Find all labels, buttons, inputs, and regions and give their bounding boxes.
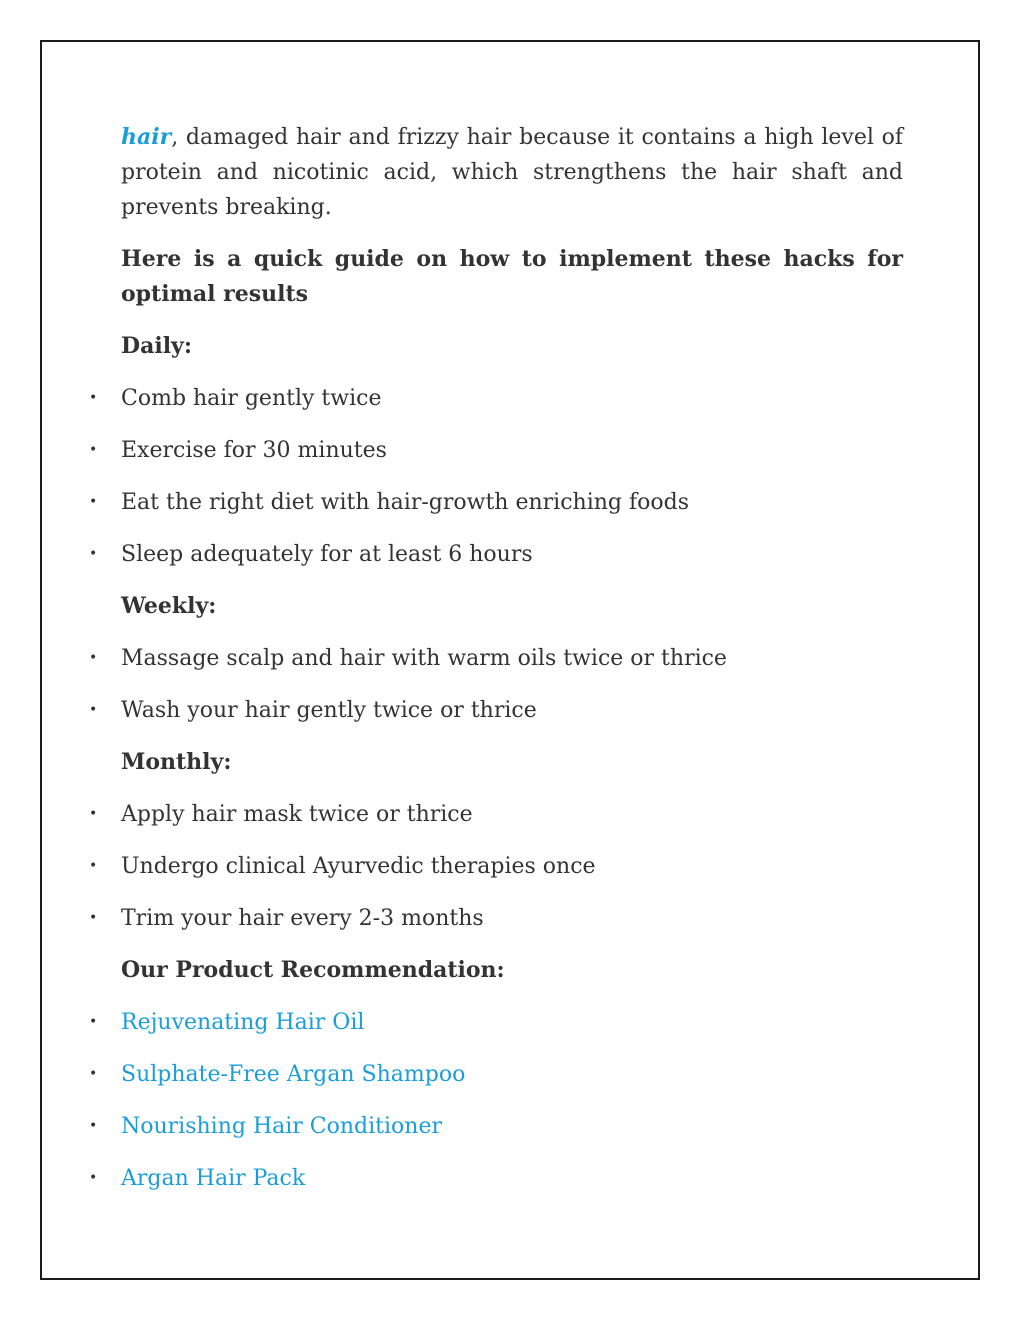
bullet-icon: •: [89, 1014, 98, 1030]
product-item: [80, 1057, 903, 1092]
list-item-text: Sleep adequately for at least 6 hours: [121, 542, 533, 567]
weekly-heading: Weekly:: [121, 593, 217, 619]
daily-heading: Daily:: [121, 333, 192, 359]
product-list: [80, 1005, 903, 1196]
list-item-text: Trim your hair every 2-3 months: [121, 906, 484, 931]
monthly-heading: Monthly:: [121, 749, 232, 775]
bullet-icon: •: [89, 1118, 98, 1134]
list-item-text: Undergo clinical Ayurvedic therapies once: [121, 854, 596, 879]
monthly-list: [80, 797, 903, 936]
list-item: [80, 537, 903, 572]
product-item: [80, 1005, 903, 1040]
list-item: [80, 797, 903, 832]
list-item-text: Exercise for 30 minutes: [121, 438, 387, 463]
product-link-hair-conditioner[interactable]: Nourishing Hair Conditioner: [121, 1114, 442, 1139]
list-item-text: Massage scalp and hair with warm oils twice or thrice: [121, 646, 727, 671]
product-link-argan-shampoo[interactable]: Sulphate-Free Argan Shampoo: [121, 1062, 466, 1087]
list-item-text: Eat the right diet with hair-growth enriching foods: [121, 490, 689, 515]
product-recommendation-heading: Our Product Recommendation:: [121, 957, 505, 983]
product-link-hair-oil[interactable]: Rejuvenating Hair Oil: [121, 1010, 365, 1035]
list-item: [80, 433, 903, 468]
bullet-icon: •: [89, 702, 98, 718]
hair-link[interactable]: hair: [121, 124, 172, 150]
list-item: [80, 693, 903, 728]
list-item-text: Wash your hair gently twice or thrice: [121, 698, 537, 723]
bullet-icon: •: [89, 650, 98, 666]
document-body: [80, 120, 903, 1196]
list-item-text: Comb hair gently twice: [121, 386, 382, 411]
bullet-icon: •: [89, 494, 98, 510]
guide-heading: Here is a quick guide on how to implement these hacks for optimal results: [121, 246, 903, 307]
list-item: [80, 849, 903, 884]
list-item: [80, 641, 903, 676]
bullet-icon: •: [89, 442, 98, 458]
list-item: [80, 485, 903, 520]
list-item-text: Apply hair mask twice or thrice: [121, 802, 473, 827]
bullet-icon: •: [89, 1170, 98, 1186]
bullet-icon: •: [89, 858, 98, 874]
intro-paragraph: [80, 120, 903, 225]
bullet-icon: •: [89, 910, 98, 926]
intro-text: , damaged hair and frizzy hair because it contains a high level of protein and nicotinic acid, which strengthens the hair shaft and prevents breaking.: [121, 125, 903, 220]
product-item: [80, 1109, 903, 1144]
bullet-icon: •: [89, 390, 98, 406]
daily-list: [80, 381, 903, 572]
bullet-icon: •: [89, 806, 98, 822]
product-item: [80, 1161, 903, 1196]
weekly-list: [80, 641, 903, 728]
list-item: [80, 901, 903, 936]
list-item: [80, 381, 903, 416]
product-link-argan-hair-pack[interactable]: Argan Hair Pack: [121, 1166, 306, 1191]
bullet-icon: •: [89, 546, 98, 562]
bullet-icon: •: [89, 1066, 98, 1082]
